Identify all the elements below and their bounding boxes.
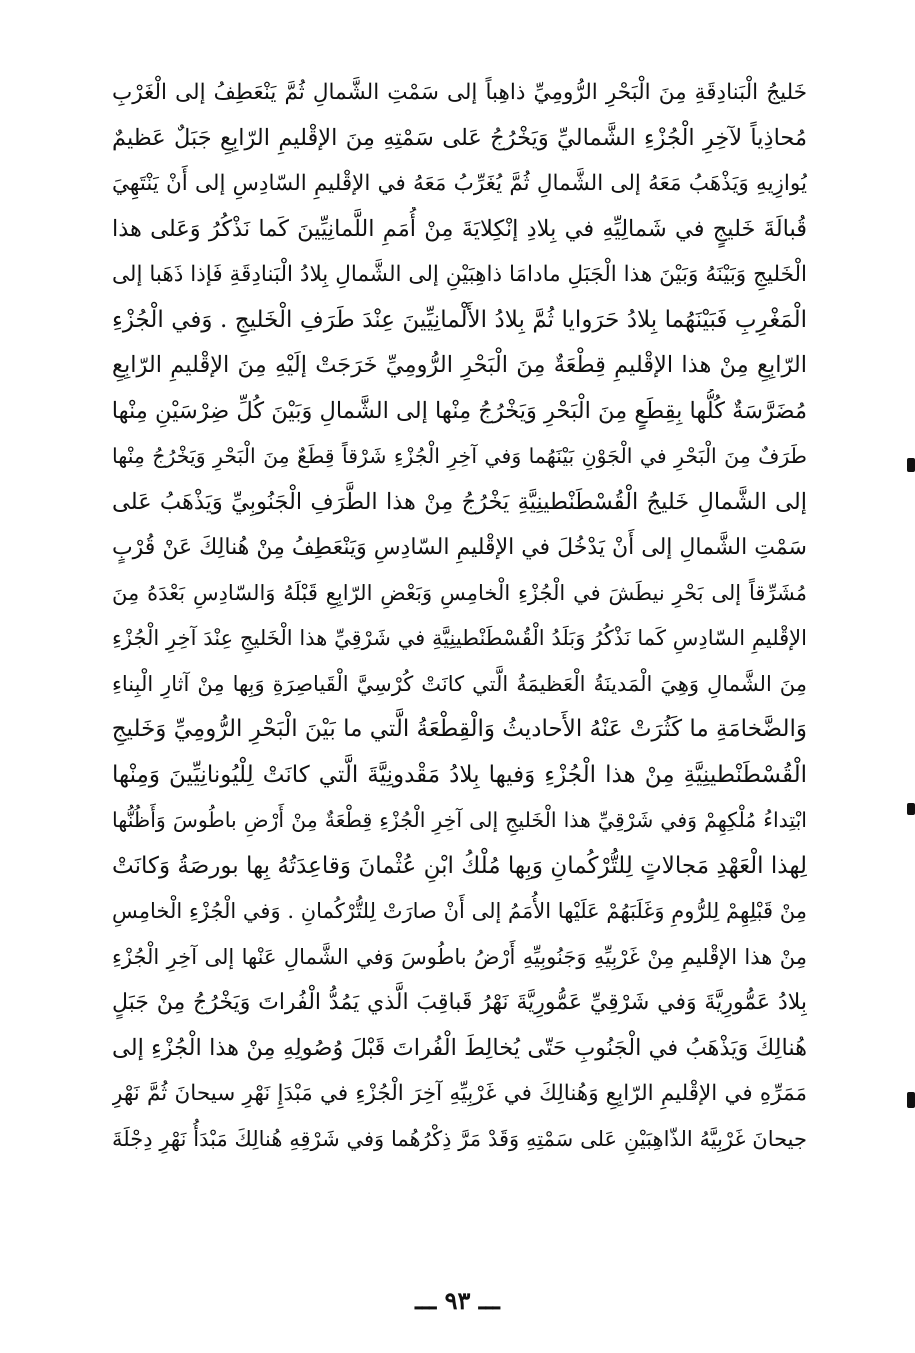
text-line: لِهذا الْعَهْدِ مَجالاتٍ لِلتُّرْكُمانِ وَبِها مُلْكُ ابْنِ عُثْمانَ وَقاعِدَتُهُ بِها بورصَةُ وَكانَتْ (112, 852, 807, 879)
text-line: الْمَغْرِبِ فَبَيْنَهُما بِلادُ حَرَوايا ثُمَّ بِلادُ الأَلْمانِيِّينَ عِنْدَ طَرَفِ الْخَليجِ . وَفي الْجُزْءِ (112, 306, 807, 333)
text-line: مَمَرِّهِ في الإقْليمِ الرّابِعِ وَهُنالِكَ في غَرْبِيِّهِ آخِرَ الْجُزْءِ في مَبْدَإِ نَهْرِ سيحانَ ثُمَّ نَهْرِ (112, 1081, 807, 1106)
text-line: جيحانَ غَرْبِيَّهُ الذّاهِبَيْنِ عَلى سَمْتِهِ وَقَدْ مَرَّ ذِكْرُهُما وَفي شَرْقِهِ هُنالِكَ مَبْدَأُ نَهْرِ دِجْلَةَ (112, 1126, 807, 1151)
text-line: الْقُسْطَنْطينِيَّةِ مِنْ هذا الْجُزْءِ وَفيها بِلادُ مَقْدونِيَّةَ الَّتي كانَتْ لِلْيُونانِيِّينَ وَمِنْها (112, 761, 807, 788)
scan-edge-mark (907, 1092, 915, 1108)
text-line: مِنْ قَبْلِهِمْ لِلرُّومِ وَغَلَبَهُمْ عَلَيْها الأُمَمُ إلى أَنْ صارَتْ لِلتُّرْكُمانِ . وَفي الْجُزْءِ الْخامِسِ (112, 899, 807, 923)
text-line: وَالضَّخامَةِ ما كَثُرَتْ عَنْهُ الأَحاديثُ وَالْقِطْعَةُ الَّتي ما بَيْنَ الْبَحْرِ الرُّومِيِّ وَخَليجِ (112, 716, 807, 742)
text-line: مُحاذِياً لآخِرِ الْجُزْءِ الشَّماليِّ وَيَخْرُجُ عَلى سَمْتِهِ مِنَ الإقْليمِ الرّابِعِ جَبَلٌ عَظيمٌ (112, 124, 807, 151)
scan-edge-mark (907, 458, 915, 472)
scan-edge-mark (907, 803, 915, 815)
text-line: خَليجُ الْبَنادِقَةِ مِنَ الْبَحْرِ الرُّومِيِّ ذاهِباً إلى سَمْتِ الشَّمالِ ثُمَّ يَنْعَطِفُ إلى الْغَرْبِ (112, 80, 807, 105)
page-number: ـــ ٩٣ ـــ (415, 1286, 500, 1315)
text-line: مِنَ الشَّمالِ وَهِيَ الْمَدينَةُ الْعَظيمَةُ الَّتي كانَتْ كُرْسِيَّ الْقَياصِرَةِ وَبِها مِنْ آثارِ الْبِناءِ (112, 671, 807, 696)
text-line: الْخَليجِ وَبَيْنَهُ وَبَيْنَ هذا الْجَبَلِ مادامَا ذاهِبَيْنِ إلى الشَّمالِ بِلادُ الْبَنادِقَةِ فَإذا ذَهَبا إلى (112, 262, 807, 287)
text-line: سَمْتِ الشَّمالِ إلى أَنْ يَدْخُلَ في الإقْليمِ السّادِسِ وَيَنْعَطِفُ مِنْ هُنالِكَ عَنْ قُرْبٍ (112, 535, 807, 560)
text-line: إلى الشَّمالِ خَليجُ الْقُسْطَنْطينِيَّةِ يَخْرُجُ مِنْ هذا الطَّرَفِ الْجَنُوبِيِّ وَيَذْهَبُ عَلى (112, 488, 807, 515)
text-line: هُنالِكَ وَيَذْهَبُ في الْجَنُوبِ حَتّى يُخالِطَ الْفُراتَ قَبْلَ وُصُولِهِ مِنْ هذا الْجُزْءِ إلى (112, 1034, 807, 1061)
text-line: يُوازِيهِ وَيَذْهَبُ مَعَهُ إلى الشَّمالِ ثُمَّ يُغَرِّبُ مَعَهُ في الإقْليمِ السّادِسِ إلى أَنْ يَنْتَهِيَ (112, 171, 807, 196)
text-line: قُبالَةَ خَليجٍ في شَمالِيِّهِ في بِلادِ إنْكِلايَةَ مِنْ أُمَمِ اللَّمانِيِّينَ كَما نَذْكُرُ وَعَلى هذا (112, 215, 807, 242)
text-line: مُشَرِّقاً إلى بَحْرِ نيطَشَ في الْجُزْءِ الْخامِسِ وَبَعْضِ الرّابِعِ قَبْلَهُ وَالسّادِسِ بَعْدَهُ مِنَ (112, 580, 807, 605)
text-line: مِنْ هذا الإقْليمِ مِنْ غَرْبِيِّهِ وَجَنُوبِيِّهِ أَرْضُ باطُوسَ وَفي الشَّمالِ عَنْها إلى آخِرِ الْجُزْءِ (112, 944, 807, 969)
text-line: مُضَرَّسَةٌ كُلُّها بِقِطَعٍ مِنَ الْبَحْرِ وَيَخْرُجُ مِنْها إلى الشَّمالِ وَبَيْنَ كُلِّ ضِرْسَيْنِ مِنْها (112, 397, 807, 424)
body-text (112, 70, 807, 1162)
text-line: بِلادُ عَمُّورِيَّةَ وَفي شَرْقِيِّ عَمُّورِيَّةَ نَهْرُ قَباقِبَ الَّذي يَمُدُّ الْفُراتَ وَيَخْرُجُ مِنْ جَبَلٍ (112, 990, 807, 1015)
text-line: الرّابِعِ مِنْ هذا الإقْليمِ قِطْعَةٌ مِنَ الْبَحْرِ الرُّومِيِّ خَرَجَتْ إلَيْهِ مِنَ الإقْليمِ الرّابِعِ (112, 352, 807, 378)
text-line: ابْتِداءُ مُلْكِهِمْ وَفي شَرْقِيِّ هذا الْخَليجِ إلى آخِرِ الْجُزْءِ قِطْعَةٌ مِنْ أَرْضِ باطُوسَ وَأَظُنُّها (112, 808, 807, 832)
text-line: الإقْليمِ السّادِسِ كَما نَذْكُرُ وَبَلَدُ الْقُسْطَنْطينِيَّةِ في شَرْقِيِّ هذا الْخَليجِ عِنْدَ آخِرِ الْجُزْءِ (112, 626, 807, 650)
text-line: طَرَفٌ مِنَ الْبَحْرِ في الْجَوْنِ بَيْنَهُما وَفي آخِرِ الْجُزْءِ شَرْقاً قِطَعٌ مِنَ الْبَحْرِ وَيَخْرُجُ مِنْها (112, 444, 807, 468)
